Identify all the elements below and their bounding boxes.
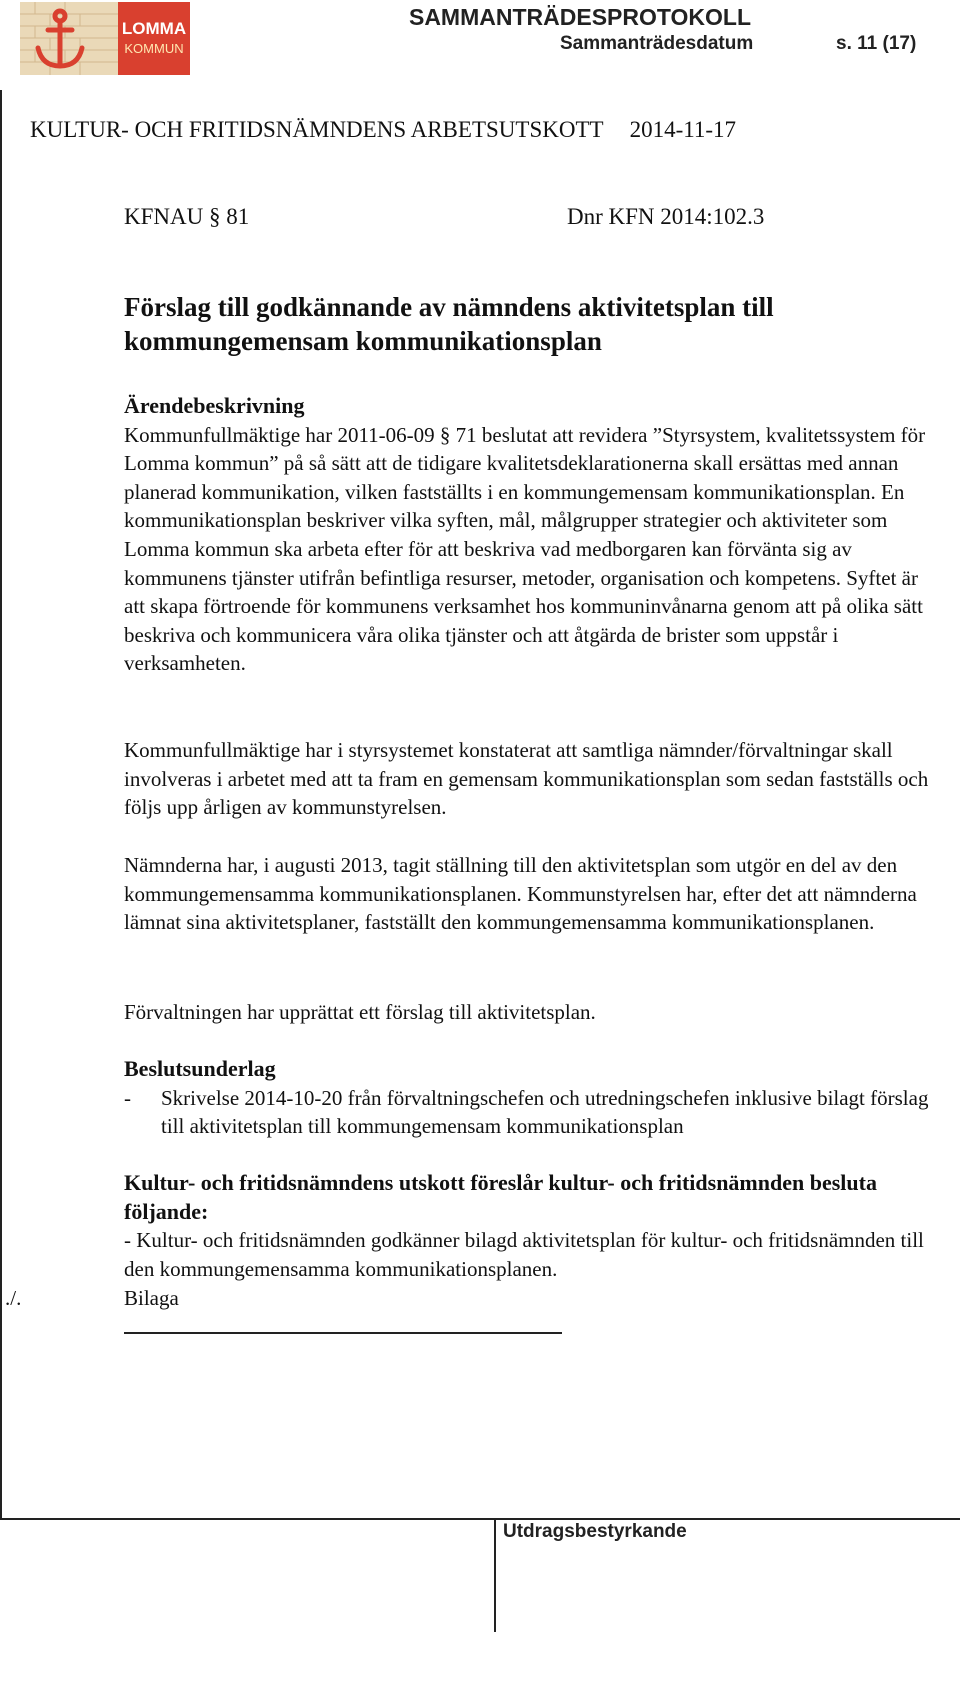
- lomma-kommun-logo: [20, 2, 190, 75]
- page-title: Förslag till godkännande av nämndens aktivitetsplan till kommungemensam kommunikationsplan: [124, 292, 774, 356]
- case-description-paragraph-1: Kommunfullmäktige har 2011-06-09 § 71 beslutat att revidera ”Styrsystem, kvalitetssystem för Lomma kommun” på så sätt att de tidigare kvalitetsdeklarationerna skall ersättas med annan planerad kommunikation, vilken fastställts i en kommungemensam kommunikationsplan. En kommunikationsplan beskriver vilka syften, mål, målgrupper strategier och aktiviteter som Lomma kommun ska arbeta efter för att beskriva vad medborgaren kan förvänta sig av kommunens tjänster utifrån befintliga resurser, metoder, organisation och kompetens. Syftet är att skapa förtroende för kommunens verksamhet hos kommuninvånarna genom att på olika sätt beskriva och kommunicera våra olika tjänster och att åtgärda de brister som uppstår i verksamheten.: [124, 422, 926, 676]
- logo-text-lomma: LOMMA: [121, 19, 187, 38]
- case-description-section: [124, 392, 944, 678]
- logo-graphic: [20, 2, 190, 75]
- decision-basis-section: [124, 1055, 944, 1141]
- diary-number: Dnr KFN 2014:102.3: [567, 204, 765, 229]
- certification-label: Utdragsbestyrkande: [503, 1521, 687, 1542]
- list-dash: -: [124, 1085, 131, 1110]
- decision-basis-item-text: Skrivelse 2014-10-20 från förvaltningschefen och utredningschefen inklusive bilagt förslag till aktivitetsplan till kommungemensam kommunikationsplan: [161, 1085, 929, 1139]
- committee-line: [30, 117, 736, 143]
- committee-name: KULTUR- OCH FRITIDSNÄMNDENS ARBETSUTSKOTT: [30, 117, 604, 142]
- footer-rule: [0, 1518, 960, 1520]
- committee-date: 2014-11-17: [629, 117, 737, 142]
- paragraph-reference: KFNAU § 81: [124, 204, 250, 229]
- proposal-heading: Kultur- och fritidsnämndens utskott föreslår kultur- och fritidsnämnden besluta följande:: [124, 1170, 877, 1224]
- proposal-section: [124, 1169, 944, 1283]
- case-description-paragraph-2: Kommunfullmäktige har i styrsystemet konstaterat att samtliga nämnder/förvaltningar skall involveras i arbetet med att ta fram en gemensam kommunikationsplan som sedan fastställs och följs upp årligen av kommunstyrelsen.: [124, 738, 929, 820]
- decision-basis-heading: Beslutsunderlag: [124, 1056, 276, 1081]
- case-description-heading: Ärendebeskrivning: [124, 393, 305, 418]
- proposal-text: - Kultur- och fritidsnämnden godkänner bilagd aktivitetsplan för kultur- och fritidsnämnden till den kommungemensamma kommunikationsplanen.: [124, 1228, 924, 1281]
- case-description-paragraph-3: Nämnderna har, i augusti 2013, tagit ställning till den aktivitetsplan som utgör en del av den kommungemensamma kommunikationsplanen. Kommunstyrelsen har, efter det att nämnderna lämnat sina aktivitetsplaner, fastställt den kommungemensamma kommunikationsplanen.: [124, 853, 917, 935]
- decision-basis-item: [124, 1084, 944, 1141]
- attachment-marker: ./.: [5, 1286, 22, 1310]
- left-margin-rule: [0, 90, 2, 1520]
- meeting-date-label: Sammanträdesdatum: [560, 33, 754, 54]
- page-number: s. 11 (17): [836, 33, 917, 54]
- case-description-paragraph-4: Förvaltningen har upprättat ett förslag till aktivitetsplan.: [124, 1000, 596, 1024]
- signature-rule: [124, 1332, 562, 1334]
- signature-box-divider: [494, 1520, 496, 1632]
- logo-text-kommun: KOMMUN: [124, 41, 184, 56]
- attachment-label: Bilaga: [124, 1286, 179, 1310]
- document-type-title: SAMMANTRÄDESPROTOKOLL: [408, 4, 751, 30]
